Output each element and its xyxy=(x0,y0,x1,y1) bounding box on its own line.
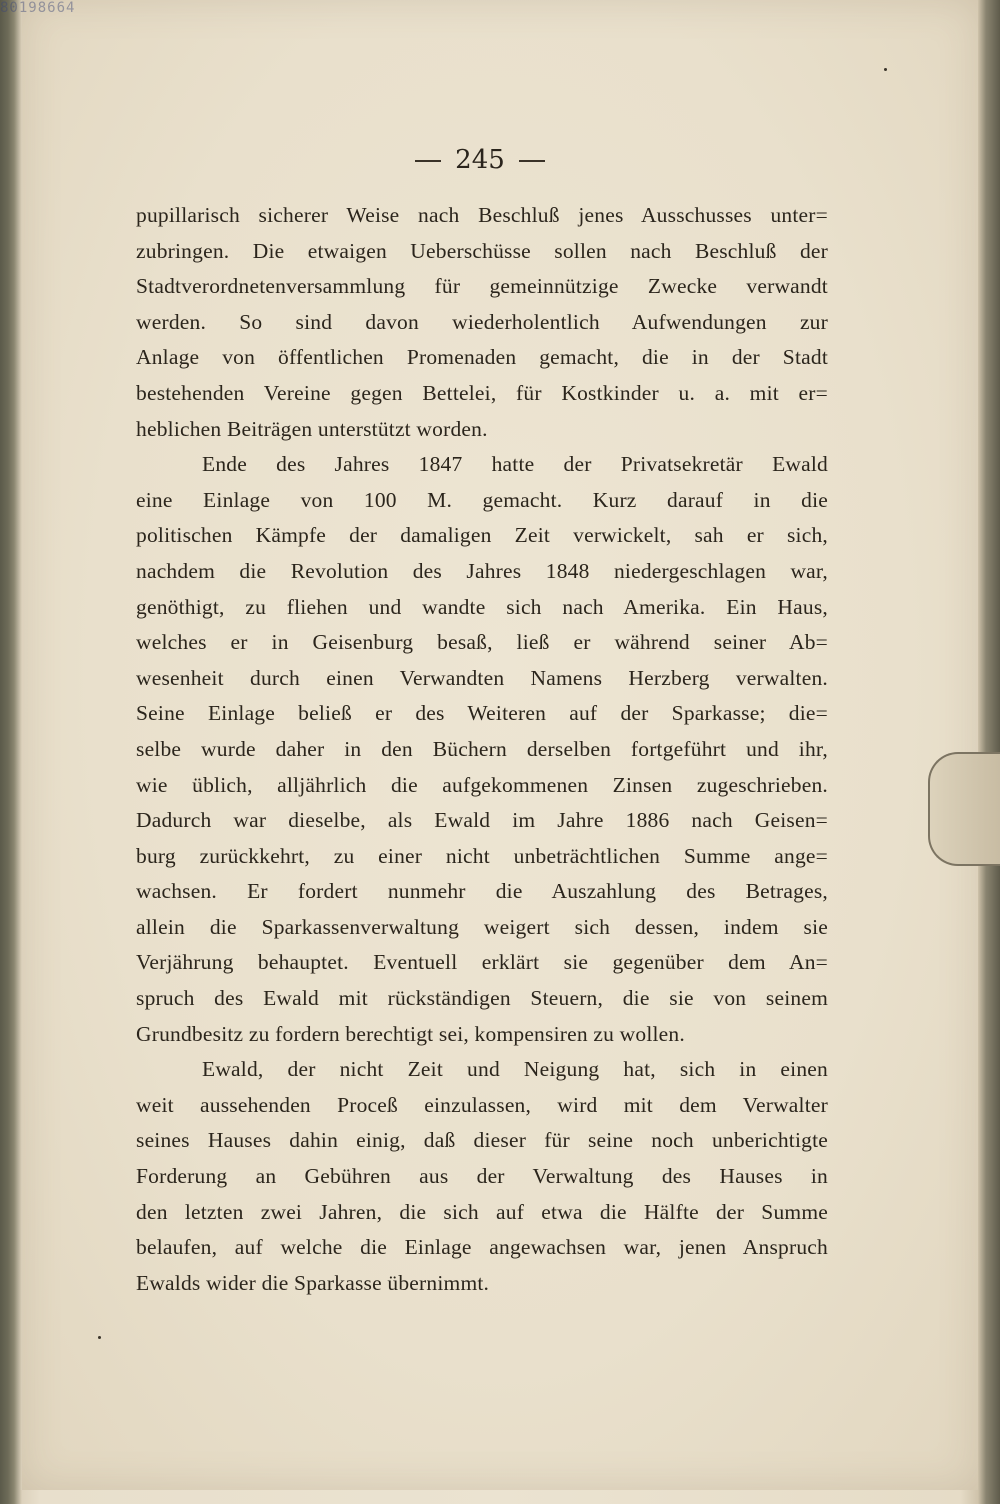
text-line: genöthigt, zu fliehen und wandte sich nach Amerika. Ein Haus, xyxy=(136,594,828,619)
scan-identifier: 80198664 xyxy=(0,0,76,16)
header-dash-right xyxy=(519,160,545,162)
text-line: bestehenden Vereine gegen Bettelei, für Kostkinder u. a. mit er= xyxy=(136,380,828,405)
text-line: heblichen Beiträgen unterstützt worden. xyxy=(136,416,488,441)
text-line: selbe wurde daher in den Büchern derselben fortgeführt und ihr, xyxy=(136,736,828,761)
text-line: wachsen. Er fordert nunmehr die Auszahlung des Betrages, xyxy=(136,879,828,904)
text-line: welches er in Geisenburg besaß, ließ er während seiner Ab= xyxy=(136,630,828,655)
text-line: nachdem die Revolution des Jahres 1848 niedergeschlagen war, xyxy=(136,558,828,583)
header-dash-left xyxy=(415,160,441,162)
page-number: 245 xyxy=(455,145,505,175)
text-line: spruch des Ewald mit rückständigen Steuern, die sie von seinem xyxy=(136,986,828,1011)
text-line: Anlage von öffentlichen Promenaden gemacht, die in der Stadt xyxy=(136,345,828,370)
paper-speck xyxy=(98,1336,101,1339)
text-line: weit aussehenden Proceß einzulassen, wird mit dem Verwalter xyxy=(136,1092,828,1117)
text-line: allein die Sparkassenverwaltung weigert sich dessen, indem sie xyxy=(136,914,828,939)
page-header xyxy=(380,145,580,175)
bookmark-clip xyxy=(928,752,1000,866)
text-line: burg zurückkehrt, zu einer nicht unbeträchtlichen Summe ange= xyxy=(136,843,828,868)
text-line: Stadtverordnetenversammlung für gemeinnützige Zwecke verwandt xyxy=(136,274,828,299)
text-line: zubringen. Die etwaigen Ueberschüsse sollen nach Beschluß der xyxy=(136,238,828,263)
text-line: eine Einlage von 100 M. gemacht. Kurz darauf in die xyxy=(136,487,828,512)
text-line: Dadurch war dieselbe, als Ewald im Jahre 1886 nach Geisen= xyxy=(136,808,828,833)
text-line: politischen Kämpfe der damaligen Zeit verwickelt, sah er sich, xyxy=(136,523,828,548)
text-line: Forderung an Gebühren aus der Verwaltung des Hauses in xyxy=(136,1164,828,1189)
text-line: wesenheit durch einen Verwandten Namens Herzberg verwalten. xyxy=(136,665,828,690)
text-line: seines Hauses dahin einig, daß dieser für seine noch unberichtigte xyxy=(136,1128,828,1153)
body-text xyxy=(136,198,828,1301)
text-line: den letzten zwei Jahren, die sich auf etwa die Hälfte der Summe xyxy=(136,1199,828,1224)
text-line: wie üblich, alljährlich die aufgekommenen Zinsen zugeschrieben. xyxy=(136,772,828,797)
text-line: Verjährung behauptet. Eventuell erklärt sie gegenüber dem An= xyxy=(136,950,828,975)
text-line: belaufen, auf welche die Einlage angewachsen war, jenen Anspruch xyxy=(136,1235,828,1260)
text-line: Ewalds wider die Sparkasse übernimmt. xyxy=(136,1270,490,1295)
text-line: Ewald, der nicht Zeit und Neigung hat, sich in einen xyxy=(202,1057,828,1082)
text-line: Seine Einlage beließ er des Weiteren auf der Sparkasse; die= xyxy=(136,701,828,726)
text-line: pupillarisch sicherer Weise nach Beschluß jenes Ausschusses unter= xyxy=(136,203,828,227)
paper-speck xyxy=(884,68,887,71)
text-line: werden. So sind davon wiederholentlich Aufwendungen zur xyxy=(136,309,828,334)
text-line: Grundbesitz zu fordern berechtigt sei, kompensiren zu wollen. xyxy=(136,1021,685,1046)
text-line: Ende des Jahres 1847 hatte der Privatsekretär Ewald xyxy=(202,452,828,477)
